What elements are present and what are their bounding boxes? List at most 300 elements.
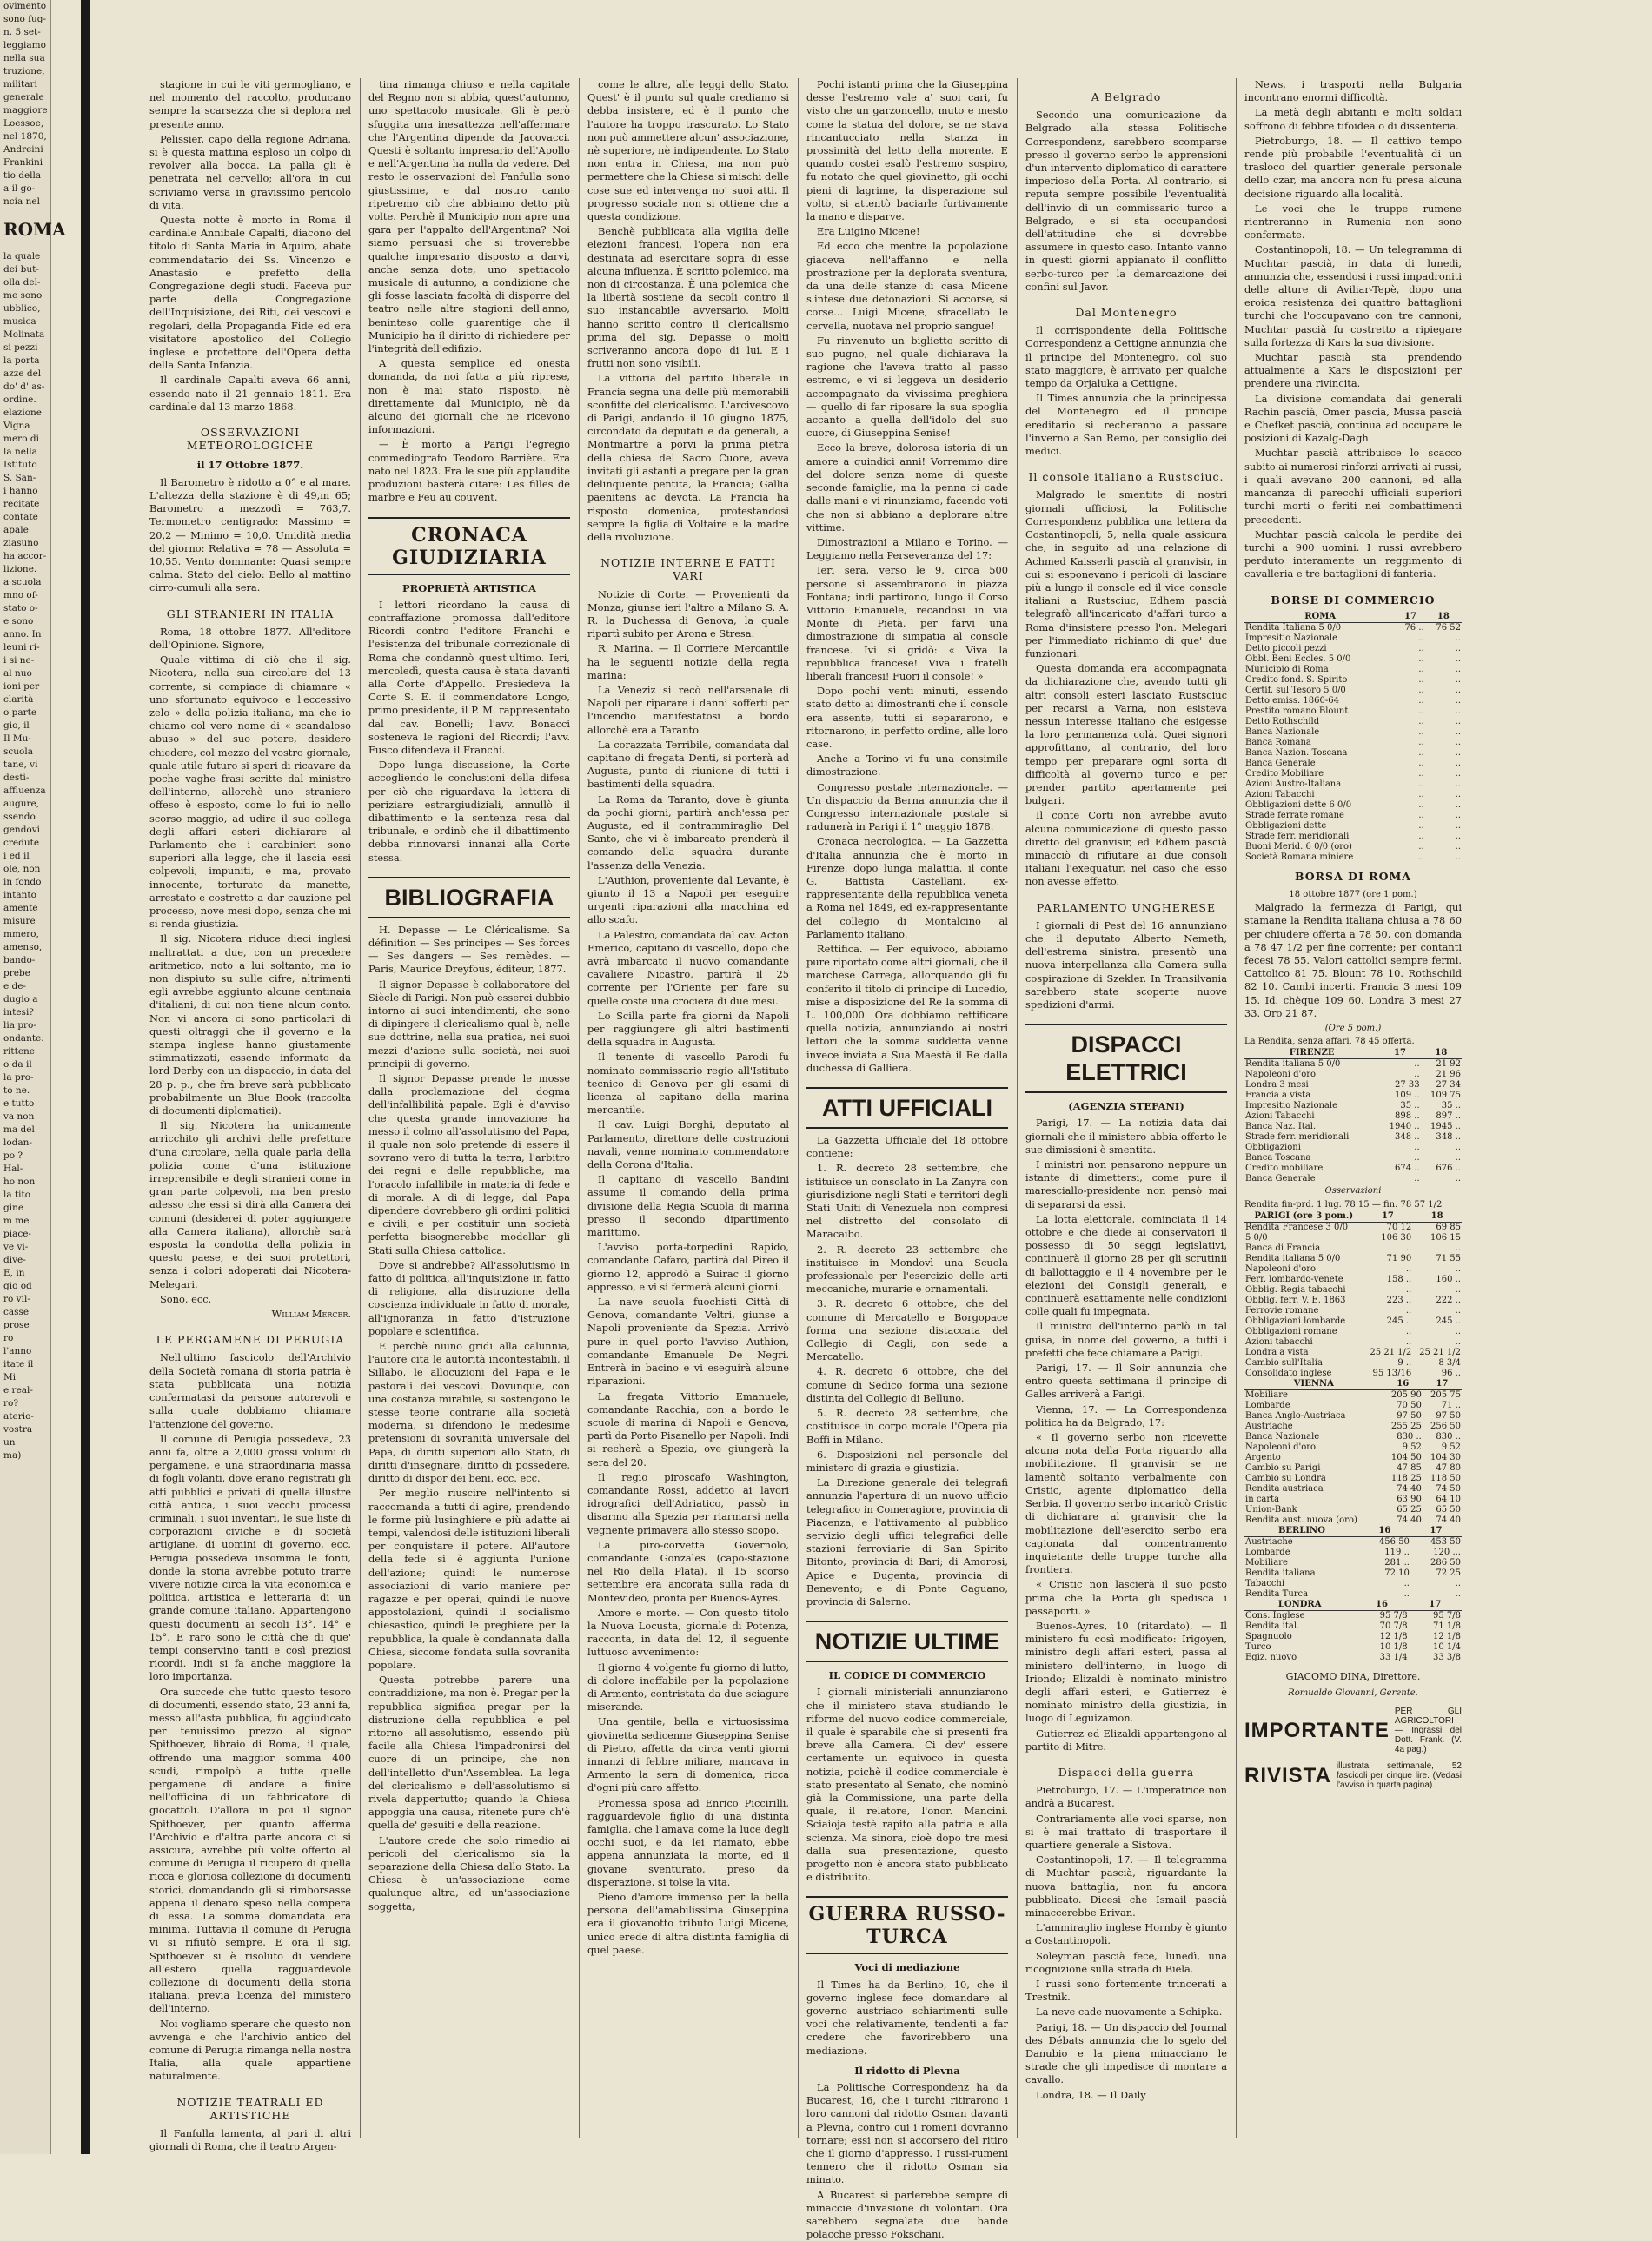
left-strip-fragment: tio della bbox=[3, 170, 42, 181]
table-cell: Mobiliare bbox=[1245, 1557, 1288, 1568]
left-strip-fragment: casse bbox=[3, 1307, 30, 1317]
table-cell: Rendita italiana bbox=[1245, 1568, 1316, 1578]
table-header-row bbox=[1244, 1526, 1462, 1537]
table-cell: .. bbox=[1405, 1336, 1412, 1347]
table-cell: 21 92 bbox=[1436, 1059, 1461, 1070]
table-row bbox=[1244, 1080, 1462, 1091]
table-cell: Obbligazioni romane bbox=[1245, 1326, 1337, 1336]
table-cell: Banca Generale bbox=[1245, 758, 1316, 768]
article-paragraph: Fu rinvenuto un biglietto scritto di suo pugno, nel quale dichiarava la ragione che l'aveva tratto al passo estremo, e vi si leggeva un desiderio accompagnato da vivissima preghiera — quello di far riposare la sua spoglia accanto a quella dell'idolo del suo cuore, di Giuseppina Senise! bbox=[806, 334, 1008, 440]
table-header-row bbox=[1244, 1600, 1462, 1611]
left-strip-fragment: ovimento bbox=[3, 1, 47, 11]
table-cell: .. bbox=[1455, 1263, 1461, 1274]
table-cell: 120 ... bbox=[1433, 1547, 1461, 1557]
table-header-cell: 17 bbox=[1363, 1211, 1413, 1223]
table-cell: 9 52 bbox=[1441, 1442, 1461, 1452]
section-heading: Dal Montenegro bbox=[1075, 306, 1178, 320]
page-gutter bbox=[81, 0, 90, 2154]
left-strip-fragment: ubblico, bbox=[3, 303, 41, 314]
article-paragraph: Anche a Torino vi fu una consimile dimostrazione. bbox=[806, 753, 1008, 779]
table-cell: Napoleoni d'oro bbox=[1245, 1442, 1317, 1452]
article-paragraph: 4. R. decreto 6 ottobre, che del comune di Sedico forma una sezione distinta del Collegio di Belluno. bbox=[806, 1365, 1008, 1404]
table-cell: 33 1/4 bbox=[1379, 1652, 1408, 1662]
table-cell: Ferr. lombardo-venete bbox=[1245, 1274, 1343, 1284]
table-row bbox=[1244, 1579, 1462, 1589]
article-paragraph: Questa domanda era accompagnata da dichiarazione che, avendo tutti gli altri consoli esteri lasciato Rustsciuc per recarsi a Varna, non esisteva nessun interesse italiano che esigesse la loro permanenza colà. Quei signori approfittano, al contrario, del loro tempo per preparare ogni sorta di difficoltà al governo turco e per prender partito apertamente pei bulgari. bbox=[1025, 662, 1227, 807]
table-cell: Lombarde bbox=[1245, 1547, 1290, 1557]
article-paragraph: Soleyman pascià fece, lunedì, una ricognizione sulla strada di Biela. bbox=[1025, 1949, 1227, 1975]
article-paragraph: Era Luigino Micene! bbox=[817, 225, 920, 238]
table-row bbox=[1244, 1111, 1462, 1122]
table-cell: 348 .. bbox=[1436, 1132, 1461, 1143]
table-cell: .. bbox=[1418, 831, 1424, 841]
table-row bbox=[1244, 1264, 1462, 1275]
article-paragraph: Ora succede che tutto questo tesoro di documenti, essendo stato, 23 anni fa, messo all'asta pubblica, fu aggiudicato per tenuissimo prezzo al signor Spithoever, libraio di Roma, il quale, offrendo una maggior somma 400 scudi, rimpolpò a tutte quelle pergamene di andare a finire nell'officina di un fabbricatore di giocattoli. D'allora in poi il signor Spithoever, per quanto afferma l'Archivio e d'altra parte ancora ci si assicura, avrebbe più volte offerto al comune di Perugia il ricupero di quella ricca e gloriosa collezione di documenti storici, domandando gli si rimborsasse appena il denaro speso nella compera di essa. La somma domandata era minima. Tuttavia il comune di Perugia vi si rifiutò sempre. E ora il sig. Spithoever si è risoluto di vendere all'estero quella ragguardevole collezione di documenti della storia italiana, previa licenza del ministero dell'interno. bbox=[149, 1685, 351, 2015]
table-cell: Argento bbox=[1245, 1452, 1281, 1462]
table-row bbox=[1244, 654, 1462, 665]
article-paragraph: Il sig. Nicotera riduce dieci inglesi maltrattati a due, con un precedere aritmetico, noto a lui soltanto, ma io non dispiuto su sulle cifre, altrimenti egli avrebbe aggiunto alcune centinaia d'italiani, di cui non tiene alcun conto. Non vi ancora ci sono particolari di questi oltraggi che il governo e la stampa inglese hanno giustamente stimmatizzati, essendo informato da lord Derby con un dispaccio, in data del 28 p. p., che fra breve sarà pubblicato probabilmente un Blue Book (raccolta di documenti diplomatici). bbox=[149, 932, 351, 1117]
left-strip-fragment: amente bbox=[3, 903, 38, 913]
left-strip-fragment: do' d' as- bbox=[3, 381, 45, 392]
article-paragraph: Buenos-Ayres, 10 (ritardato). — Il ministero fu così modificato: Irigoyen, ministro degli affari esteri, passa al ministero dell'interno, in luogo di Iriondo; Elizaldi è nominato ministro degli affari esteri, e Gutierrez è nominato ministro della giustizia, in luogo di Leguizamon. bbox=[1025, 1619, 1227, 1725]
table-cell: 119 .. bbox=[1384, 1547, 1410, 1557]
left-strip-fragment: E, in bbox=[3, 1268, 25, 1278]
left-strip-fragment: ioni per bbox=[3, 681, 40, 692]
article-paragraph: Benchè pubblicata alla vigilia delle elezioni francesi, l'opera non era destinata ad esercitare sopra di esse alcuna influenza. È scritto polemico, ma non di circostanza. È una polemica che la libertà sostiene da secoli contro il suo instancabile avversario. Molti hanno scritto contro il clericalismo prima del sig. Depasse o molti scriveranno ancora dopo di lui. E i frutti non sono visibili. bbox=[587, 225, 789, 370]
left-strip-fragment: la tito bbox=[3, 1190, 31, 1200]
left-strip-fragment: ro bbox=[3, 1333, 14, 1343]
article-paragraph: Ieri sera, verso le 9, circa 500 persone si assembrarono in piazza Fontana; indi partirono, lungo il Corso Vittorio Emanuele, recandosi in via Monte di Pietà, per farvi una dimostrazione di simpatia al console francese. Ivi si gridò: « Viva la repubblica francese! Viva i fratelli liberali francesi! Fuori il console! » bbox=[806, 564, 1008, 682]
section-heading: NOTIZIE INTERNE E FATTI VARI bbox=[600, 556, 776, 583]
table-cell: 21 96 bbox=[1436, 1070, 1461, 1080]
article-paragraph: Per meglio riuscire nell'intento si raccomanda a tutti di agire, prendendo le forme più lusinghiere e più adatte ai tempi, valendosi delle istituzioni liberali per conquistare il potere. All'autore della fede si è aggiunta l'unione dell'azione; quindi le numerose associazioni di vario maniere per ragazze e per operai, quindi le nuove appostolazioni, quindi il socialismo chiesastico, quindi le preghiere per la repubblica, la quale è condannata dalla Chiesa, siccome fondata sulla sovranità popolare. bbox=[368, 1487, 570, 1671]
article-paragraph: E perchè niuno gridi alla calunnia, l'autore cita le autorità incontestabili, il Sillabo, le allocuzioni del Papa e le pastorali dei vescovi. Dovunque, con una costanza mirabile, si sostengono le stesse teorie contrarie alla società moderna, si difendono le medesime pretensioni di sovranità universale del Papa, di diritti superiori allo Stato, di diritti d'insegnare, diritto di possedere, diritto di dispor dei beni, ecc. ecc. bbox=[368, 1340, 570, 1485]
table-cell: 118 25 bbox=[1390, 1473, 1422, 1483]
table-cell: 453 50 bbox=[1430, 1536, 1461, 1547]
table-cell: .. bbox=[1455, 1143, 1461, 1153]
article-paragraph: La Gazzetta Ufficiale del 18 ottobre contiene: bbox=[806, 1134, 1008, 1160]
left-strip-fragment: tane, vi bbox=[3, 759, 38, 770]
article-paragraph: « Cristic non lascierà il suo posto prima che la Porta gli spedisca i passaporti. » bbox=[1025, 1578, 1227, 1617]
article-paragraph: Il Times ha da Berlino, 10, che il governo inglese fece domandare al governo austriaco schiarimenti sulle voci che relativamente, tendenti a far credere che favorirebbero una mediazione. bbox=[806, 1978, 1008, 2057]
table-cell: Rendita ital. bbox=[1245, 1621, 1300, 1631]
article-paragraph: Il Fanfulla lamenta, al pari di altri giornali di Roma, che il teatro Argen- bbox=[149, 2127, 351, 2153]
table-cell: .. bbox=[1414, 1153, 1420, 1164]
left-strip-fragment: lodan- bbox=[3, 1137, 32, 1148]
article-paragraph: I giornali ministeriali annunziarono che il ministero stava studiando le riforme del nuovo codice commerciale, il quale è sparabile che si presenti fra breve alla Camera. Ci dev' essere certamente un equivoco in questa notizia, poichè il codice commerciale è stato presentato al Senato, che nominò già la Commissione, una parte della quale, il relatore, l'onor. Mancini. Sciaioja testè rapito alla patria e alla scienza. Ma sinora, cioè dopo tre mesi dalla sua presentazione, questo progetto non è ancora stato pubblicato e distribuito. bbox=[806, 1686, 1008, 1884]
column-6 bbox=[1244, 78, 1462, 2146]
left-strip-fragment: e real- bbox=[3, 1385, 33, 1396]
article-paragraph: La lotta elettorale, cominciata il 14 ottobre e che diede ai conservatori il possesso di 50 seggi legislativi, continuerà il giorno 28 per gli scrutinii di ballottaggio e il 4 novembre per le elezioni dei Consigli generali, e continuerà esattamente nelle condizioni colle quali fu impegnata. bbox=[1025, 1212, 1227, 1318]
vienna-table bbox=[1244, 1379, 1462, 1526]
article-paragraph: I giornali di Pest del 16 annunziano che il deputato Alberto Nemeth, dell'estrema sinistra, presentò una nuova interpellanza alla Camera sulla cospirazione di Szekler. In Transilvania sarebbero state scoperte nuove spedizioni d'armi. bbox=[1025, 918, 1227, 1011]
table-cell: .. bbox=[1455, 674, 1461, 685]
table-cell: .. bbox=[1455, 1305, 1461, 1316]
article-paragraph: Londra, 18. — Il Daily bbox=[1036, 2088, 1146, 2101]
table-row bbox=[1244, 852, 1462, 863]
table-row bbox=[1244, 1358, 1462, 1369]
table-row bbox=[1244, 800, 1462, 811]
table-cell: 9 .. bbox=[1397, 1357, 1412, 1368]
table-cell: Obbligazioni dette 6 0/0 bbox=[1245, 799, 1352, 810]
table-cell: Detto piccoli pezzi bbox=[1245, 643, 1327, 653]
table-cell: 898 .. bbox=[1395, 1111, 1420, 1122]
table-cell: in carta bbox=[1245, 1494, 1280, 1504]
left-strip-fragment: Vigna bbox=[3, 421, 30, 431]
table-row bbox=[1244, 1411, 1462, 1422]
table-cell: .. bbox=[1418, 789, 1424, 799]
article-paragraph: Amore e morte. — Con questo titolo la Nuova Locusta, giornale di Potenza, racconta, in data del 12, il seguente luttuoso avvenimento: bbox=[587, 1606, 789, 1659]
left-strip-fragment: e tutto bbox=[3, 1098, 35, 1109]
article-paragraph: Muchtar pascià calcola le perdite dei turchi a 900 uomini. I russi avrebbero perduto interamente un reggimento di cavalleria e tre battaglioni di fanteria. bbox=[1244, 527, 1462, 580]
table-header-cell: FIRENZE bbox=[1244, 1048, 1379, 1059]
table-cell: .. bbox=[1418, 695, 1424, 706]
table-row bbox=[1244, 1442, 1462, 1453]
article-paragraph: Questa potrebbe parere una contraddizione, ma non è. Pregar per la repubblica significa pregar per la distruzione della repubblica e pel ritorno all'assolutismo, essendo più facile alla Chiesa l'impadronirsi del cuore di un principe, che non dell'intelletto d'un'Assemblea. La lega del clericalismo e dell'assolutismo si rivela dappertutto; quando la Chiesa appoggia una causa, ritenete pure ch'è quella de' gesuiti e della reazione. bbox=[368, 1674, 570, 1832]
table-cell: .. bbox=[1455, 1336, 1461, 1347]
table-cell: 281 .. bbox=[1384, 1557, 1410, 1568]
table-cell: 69 85 bbox=[1436, 1222, 1461, 1232]
table-cell: 106 15 bbox=[1430, 1232, 1461, 1243]
article-paragraph: I russi sono fortemente trincerati a Trestnik. bbox=[1025, 1978, 1227, 2004]
table-cell: 74 50 bbox=[1436, 1483, 1461, 1494]
table-cell: .. bbox=[1455, 664, 1461, 674]
table-row bbox=[1244, 1536, 1462, 1548]
table-cell: Banca Nazion. Toscana bbox=[1245, 747, 1348, 758]
left-strip-fragment: dugio a bbox=[3, 994, 38, 1004]
table-cell: 76 52 bbox=[1436, 622, 1461, 633]
table-cell: 223 .. bbox=[1386, 1295, 1412, 1305]
table-row bbox=[1244, 696, 1462, 706]
article-paragraph: L'ammiraglio inglese Hornby è giunto a Costantinopoli. bbox=[1025, 1921, 1227, 1947]
left-strip-fragment: gio, il bbox=[3, 720, 30, 731]
left-strip-fragment: generale bbox=[3, 92, 44, 103]
table-row bbox=[1244, 821, 1462, 832]
left-strip-fragment: un bbox=[3, 1437, 16, 1448]
table-cell: 27 33 bbox=[1395, 1080, 1420, 1091]
borsa-close: La Rendita, senza affari, 78 45 offerta. bbox=[1244, 1037, 1415, 1047]
table-row bbox=[1244, 706, 1462, 717]
article-paragraph: La Roma da Taranto, dove è giunta da pochi giorni, partirà anch'essa per Augusta, ed il contrammiraglio Del Santo, che vi è imbarcato prenderà il comando della squadra durante l'assenza della Venezia. bbox=[587, 792, 789, 872]
table-cell: Union-Bank bbox=[1245, 1504, 1297, 1515]
left-strip-fragment: mmero, bbox=[3, 929, 39, 939]
table-cell: .. bbox=[1455, 768, 1461, 779]
table-header-cell: 18 bbox=[1425, 612, 1462, 623]
table-cell: Obbligazioni dette bbox=[1245, 820, 1327, 831]
section-heading: ATTI UFFICIALI bbox=[806, 1087, 1008, 1129]
table-cell: 95 13/16 bbox=[1372, 1368, 1412, 1378]
article-paragraph: La piro-corvetta Governolo, comandante Gonzales (capo-stazione nel Rio della Plata), il 15 scorso settembre era ancorata sulla rada di Montevideo, pronta per Buenos-Ayres. bbox=[587, 1538, 789, 1604]
article-paragraph: La neve cade nuovamente a Schipka. bbox=[1036, 2006, 1223, 2019]
left-strip-fragment: e sono bbox=[3, 616, 34, 627]
advert-importante-title: IMPORTANTE bbox=[1244, 1719, 1390, 1743]
table-cell: .. bbox=[1418, 747, 1424, 758]
table-row bbox=[1244, 622, 1462, 633]
table-cell: Rendita Italiana 5 0/0 bbox=[1245, 622, 1342, 633]
left-strip-fragment: S. San- bbox=[3, 473, 36, 483]
article-paragraph: Parigi, 17. — Il Soir annunzia che entro questa settimana il principe di Galles arriverà a Parigi. bbox=[1025, 1362, 1227, 1401]
subheading: IL CODICE DI COMMERCIO bbox=[828, 1669, 986, 1682]
left-strip-fragment: ordine. bbox=[3, 394, 36, 405]
left-strip-fragment: la nella bbox=[3, 447, 37, 457]
table-cell: Obbligazioni lombarde bbox=[1245, 1316, 1346, 1326]
column-rule bbox=[360, 78, 361, 2138]
table-cell: Banca Anglo-Austriaca bbox=[1245, 1410, 1346, 1421]
table-cell: 47 85 bbox=[1397, 1462, 1422, 1473]
table-cell: 10 1/8 bbox=[1379, 1641, 1408, 1652]
left-strip-fragment: mero di bbox=[3, 434, 39, 444]
table-header-cell: 17 bbox=[1396, 612, 1424, 623]
berlino-table bbox=[1244, 1526, 1462, 1600]
left-strip-fragment: intanto bbox=[3, 890, 36, 900]
table-cell: 76 .. bbox=[1404, 622, 1424, 633]
table-cell: 104 30 bbox=[1430, 1452, 1461, 1462]
table-cell: .. bbox=[1414, 1059, 1420, 1070]
left-strip-fragment: e de- bbox=[3, 981, 27, 991]
article-paragraph: Il comune di Perugia possedeva, 23 anni fa, oltre a 2,000 grossi volumi di pergamene, e una straordinaria massa di fogli volanti, dove erano registrati gli atti pubblici e privati di quella illustre città antica, i suoi vecchi processi criminali, i suoi inventari, le sue liste di corporazioni civiche e di società artigiane, di uomini di governo, ecc. Perugia possedeva insomma le fonti, donde la storia avrebbe potuto trarre vivere notizie circa la vita economica e politica, artistica e letteraria di un grande comune italiano. Appartengono questi documenti ai secoli 13°, 14° e 15°. E raro sono le città che di que' tempi conservino tanti e così preziosi ricordi. Indi si fa anche maggiore la loro importanza. bbox=[149, 1432, 351, 1683]
table-cell: Lombarde bbox=[1245, 1400, 1290, 1410]
table-cell: Strade ferrate romane bbox=[1245, 810, 1344, 820]
table-cell: .. bbox=[1418, 716, 1424, 726]
left-strip-fragment: ondante. bbox=[3, 1033, 44, 1044]
left-strip-fragment: piace- bbox=[3, 1229, 31, 1239]
table-row bbox=[1244, 1401, 1462, 1411]
left-strip-fragment: truzione, bbox=[3, 66, 45, 76]
column-rule bbox=[1236, 78, 1237, 2138]
left-strip-fragment: al nuo bbox=[3, 668, 32, 679]
article-paragraph: Il cav. Luigi Borghi, deputato al Parlamento, direttore delle costruzioni navali, venne nominato commendatore della Corona d'Italia. bbox=[587, 1118, 789, 1171]
table-row bbox=[1244, 1233, 1462, 1243]
article-paragraph: 6. Disposizioni nel personale del ministero di grazia e giustizia. bbox=[806, 1448, 1008, 1474]
article-paragraph: Promessa sposa ad Enrico Piccirilli, ragguardevole figlio di una distinta famiglia, che l'amava come la luce degli occhi suoi, e da lei riamato, ebbe appena annunziata la morte, ed il giovane sventurato, preso da disperazione, si tolse la vita. bbox=[587, 1796, 789, 1888]
left-strip-fragment: la porta bbox=[3, 355, 40, 366]
table-row bbox=[1244, 1621, 1462, 1632]
table-cell: 95 7/8 bbox=[1379, 1610, 1408, 1621]
article-paragraph: Una gentile, bella e virtuosissima giovinetta sedicenne Giuseppina Senise di Pietro, affetta da circa venti giorni innanzi di febbre miliare, mancava in Armento la sera di domenica, ricca d'ogni più caro affetto. bbox=[587, 1715, 789, 1794]
article-paragraph: Lo Scilla parte fra giorni da Napoli per raggiungere gli altri bastimenti della squadra in Augusta. bbox=[587, 1009, 789, 1049]
article-paragraph: L'Authion, proveniente dal Levante, è giunto il 13 a Napoli per eseguire urgenti riparazioni alla macchina ed allo scafo. bbox=[587, 873, 789, 926]
table-cell: 33 3/8 bbox=[1433, 1652, 1461, 1662]
left-strip-fragment: leggiamo bbox=[3, 40, 46, 50]
left-strip-fragment: gine bbox=[3, 1203, 24, 1213]
table-cell: .. bbox=[1455, 726, 1461, 737]
left-strip-fragment: ziasuno bbox=[3, 538, 39, 548]
left-strip-fragment: desti- bbox=[3, 772, 30, 783]
table-row bbox=[1244, 1432, 1462, 1442]
table-row bbox=[1244, 644, 1462, 654]
left-strip-fragment: i si ne- bbox=[3, 655, 35, 666]
table-cell: .. bbox=[1455, 1174, 1461, 1184]
table-row bbox=[1244, 1453, 1462, 1463]
table-row bbox=[1244, 1316, 1462, 1327]
table-row bbox=[1244, 1059, 1462, 1071]
article-paragraph: La Direzione generale dei telegrafi annunzia l'apertura di un nuovo ufficio telegrafico in Comeragiore, provincia di Piacenza, e l'attivamento al pubblico servizio degli uffici telegrafici delle stazioni ferroviarie di San Spirito Bitonto, provincia di Bari; di Amorosi, Apice e Dugenta, provincia di Benevento; e di Ponte Caguano, provincia di Salerno. bbox=[806, 1476, 1008, 1608]
table-cell: Rendita Turca bbox=[1245, 1588, 1309, 1599]
table-cell: Banca Nazionale bbox=[1245, 1431, 1320, 1442]
article-paragraph: Roma, 18 ottobre 1877. All'editore dell'Opinione. Signore, bbox=[149, 625, 351, 651]
table-row bbox=[1244, 1463, 1462, 1474]
article-paragraph: R. Marina. — Il Corriere Mercantile ha le seguenti notizie della regia marina: bbox=[587, 642, 789, 681]
table-row bbox=[1244, 727, 1462, 738]
table-cell: 25 21 1/2 bbox=[1370, 1347, 1412, 1357]
left-strip-fragment: prose bbox=[3, 1320, 30, 1330]
left-strip-fragment: prebe bbox=[3, 968, 30, 978]
table-header-cell: 16 bbox=[1383, 1379, 1423, 1390]
table-cell: .. bbox=[1455, 852, 1461, 862]
left-strip-fragment: Frankini bbox=[3, 157, 43, 168]
gerente: Romualdo Giovanni, Gerente. bbox=[1288, 1687, 1418, 1698]
article-paragraph: Secondo una comunicazione da Belgrado alla stessa Politische Correspondenz, sarebbero scomparse presso il governo serbo le apprensioni d'un intervento diplomatico di carattere imperioso della Porta. Al contrario, si reputa sempre possibile l'eventualità dell'invio di un commissario turco a Belgrado, e si sta occupandosi dell'attitudine che si dovrebbe assumere in questo caso. Intanto vanno in questi giorni appianato il conflitto serbo-turco per la demarcazione dei confini sul Javor. bbox=[1025, 109, 1227, 293]
article-paragraph: « Il governo serbo non ricevette alcuna nota della Porta riguardo alla mobilitazione. Il granvisir se ne lamentò soltanto verbalmente con Cristic, agente diplomatico della Serbia. Il governo serbo incaricò Cristic di dichiarare al granvisir che la mobilitazione dell'esercito serbo era cagionata dal concentramento inquietante delle truppe turche alla frontiera. bbox=[1025, 1431, 1227, 1576]
table-cell: Società Romana miniere bbox=[1245, 852, 1354, 862]
table-row bbox=[1244, 769, 1462, 779]
table-cell: 160 .. bbox=[1436, 1274, 1461, 1284]
article-paragraph: La vittoria del partito liberale in Francia segna una delle più memorabili sconfitte del clericalismo. L'arcivescovo di Parigi, andando il 10 giugno 1875, circondato da deputati e da generali, a Montmartre a porvi la prima pietra della chiesa del Sacro Cuore, aveva invitati gli astanti a pregare per la gran delinquente pentita, la Francia; Gallia paenitens ac devota. La Francia ha risposto domenica, protestandosi sempre la figlia di Voltaire e la madre della rivoluzione. bbox=[587, 372, 789, 543]
table-cell: 12 1/8 bbox=[1379, 1631, 1408, 1641]
table-cell: .. bbox=[1418, 737, 1424, 747]
table-row bbox=[1244, 779, 1462, 790]
table-header-cell: LONDRA bbox=[1244, 1600, 1355, 1611]
table-cell: .. bbox=[1455, 633, 1461, 643]
table-cell: .. bbox=[1418, 674, 1424, 685]
table-row bbox=[1244, 1348, 1462, 1358]
article-paragraph: Quale vittima di ciò che il sig. Nicotera, nella sua circolare del 13 corrente, si compiace di chiamare « uno sfortunato equivoco e l'eccessivo zelo » della polizia italiana, ma che io chiamo col vero nome di « scandaloso abuso » del suo potere, desidero chiedere, col mezzo del vostro giornale, quale utile futuro si speri di ricavare da poche vaghe frasi scritte dal ministro dell'interno, allorchè uno straniero offeso è esposto, come lo fui io nello scorso maggio, ad udire il suo collega degli affari esteri dichiarare al Parlamento che i carabinieri sono superiori alla legge, che il lascia essi colpevoli, impuniti, e ma, provato innocente, torturato da manette, arrestato e costretto a dar cauzione pel processo, nove mesi dopo, senza che mi si renda giustizia. bbox=[149, 653, 351, 931]
column-rule bbox=[798, 78, 799, 2138]
table-header-cell: 18 bbox=[1412, 1211, 1462, 1223]
table-cell: Napoleoni d'oro bbox=[1245, 1263, 1317, 1274]
left-strip-fragment: elazione bbox=[3, 408, 43, 418]
article-paragraph: Gutierrez ed Elizaldi appartengono al partito di Mitre. bbox=[1025, 1727, 1227, 1753]
article-paragraph: Malgrado le smentite di nostri giornali ufficiosi, la Politische Correspondenz pubblica una lettera da Costantinopoli, 5, nella quale assicura che, in seguito ad una relazione di Achmed Kaisserli pascià al granvisir, in cui si esponevano i pericoli di lasciare più a lungo il console ed il vice console italiani a Rustsciuc, Edhem pascià telegrafò all'incaricato d'affari turco a Roma d'insistere presso l'on. Melegari per l'immediato richiamo di que' due funzionari. bbox=[1025, 488, 1227, 660]
table-header-row bbox=[1244, 1379, 1462, 1390]
table-cell: .. bbox=[1455, 706, 1461, 716]
left-strip-fragment: scuola bbox=[3, 746, 33, 757]
left-strip-fragment: Mi bbox=[3, 1372, 17, 1382]
table-row bbox=[1244, 686, 1462, 696]
article-paragraph: Il Barometro è ridotto a 0° e al mare. L'altezza della stazione è di 49,m 65; Barometro a mezzodì = 763,7. Termometro centigrado: Massimo = 20,2 — Minimo = 10,0. Umidità media del giorno: Relativa = 78 — Assoluta = 10,55. Vento dominante: Quasi sempre calma. Stato del cielo: Bello al mattino cirro-cumuli alla sera. bbox=[149, 475, 351, 594]
table-cell: .. bbox=[1418, 706, 1424, 716]
article-paragraph: Costantinopoli, 18. — Un telegramma di Muchtar pascià, in data di lunedì, annunzia che, essendosi i russi impadroniti delle alture di Aviliar-Tepè, dopo una eroica resistenza dei quattro battaglioni turchi che l'occupavano con tre cannoni, Muchtar pascià fu costretto a ripiegare sulla fortezza di Kars la sua divisione. bbox=[1244, 243, 1462, 348]
subheading: Voci di mediazione bbox=[854, 1961, 960, 1974]
left-strip-fragment: musica bbox=[3, 316, 36, 327]
article-paragraph: Costantinopoli, 17. — Il telegramma di Muchtar pascià, riguardante la nuova battaglia, non fu ancora pubblicato. Dicesi che Ismail pascià minaccerebbe Erivan. bbox=[1025, 1853, 1227, 1919]
table-cell: .. bbox=[1455, 1588, 1461, 1599]
left-strip-fragment: augure, bbox=[3, 799, 40, 809]
left-strip-fragment: po ? bbox=[3, 1150, 23, 1161]
table-cell: Obbligazioni bbox=[1245, 1143, 1301, 1153]
director: GIACOMO DINA, Direttore. bbox=[1244, 1667, 1462, 1683]
table-row bbox=[1244, 790, 1462, 800]
left-strip-fragment: ha accor- bbox=[3, 551, 47, 561]
table-cell: Azioni Tabacchi bbox=[1245, 1111, 1315, 1122]
left-strip-fragment: in fondo bbox=[3, 877, 42, 887]
left-strip-fragment: me sono bbox=[3, 290, 43, 301]
article-paragraph: Notizie di Corte. — Provenienti da Monza, giunse ieri l'altro a Milano S. A. R. la Duchessa di Genova, la quale ripartì subito per Arona e Stresa. bbox=[587, 587, 789, 640]
section-heading: LE PERGAMENE DI PERUGIA bbox=[156, 1333, 345, 1347]
table-cell: 106 30 bbox=[1381, 1232, 1412, 1243]
table-cell: .. bbox=[1455, 779, 1461, 789]
table-cell: 71 55 bbox=[1436, 1253, 1461, 1263]
table-cell: 109 75 bbox=[1430, 1091, 1461, 1101]
table-cell: .. bbox=[1455, 716, 1461, 726]
table-cell: .. bbox=[1418, 810, 1424, 820]
table-row bbox=[1244, 1568, 1462, 1579]
table-row bbox=[1244, 1495, 1462, 1505]
table-cell: .. bbox=[1418, 799, 1424, 810]
table-cell: Rendita italiana 5 0/0 bbox=[1245, 1253, 1341, 1263]
section-heading: PARLAMENTO UNGHERESE bbox=[1036, 900, 1217, 914]
table-row bbox=[1244, 842, 1462, 852]
table-row bbox=[1244, 1164, 1462, 1174]
table-cell: 70 7/8 bbox=[1379, 1621, 1408, 1631]
table-cell: .. bbox=[1455, 685, 1461, 695]
table-cell: Cons. Inglese bbox=[1245, 1610, 1305, 1621]
table-cell: Impresitio Nazionale bbox=[1245, 1101, 1337, 1111]
table-cell: Detto emiss. 1860-64 bbox=[1245, 695, 1339, 706]
table-cell: .. bbox=[1455, 643, 1461, 653]
left-strip-fragment: apale bbox=[3, 525, 29, 535]
subheading: il 17 Ottobre 1877. bbox=[196, 459, 304, 472]
table-row bbox=[1244, 1275, 1462, 1285]
table-cell: 897 .. bbox=[1436, 1111, 1461, 1122]
table-row bbox=[1244, 1091, 1462, 1101]
table-cell: .. bbox=[1455, 747, 1461, 758]
left-strip-fragment: nel 1870, bbox=[3, 131, 47, 142]
left-strip-fragment: misure bbox=[3, 916, 36, 926]
table-cell: 8 3/4 bbox=[1438, 1357, 1461, 1368]
table-cell: 12 1/8 bbox=[1433, 1631, 1461, 1641]
table-cell: 35 .. bbox=[1400, 1101, 1420, 1111]
left-strip-fragment: Andreini bbox=[3, 144, 43, 155]
table-header-cell: 17 bbox=[1409, 1600, 1462, 1611]
table-cell: .. bbox=[1455, 799, 1461, 810]
table-cell: 64 10 bbox=[1436, 1494, 1461, 1504]
table-cell: .. bbox=[1418, 852, 1424, 862]
table-cell: Rendita italiana 5 0/0 bbox=[1245, 1059, 1341, 1070]
article-paragraph: Dopo lunga discussione, la Corte accogliendo le conclusioni della difesa per ciò che riguardava la lettera di periziare estrargiudiziali, annullò il dibattimento e la sentenza resa dal tribunale, e ordinò che il dibattimento debba rinnovarsi innanzi alla Corte stessa. bbox=[368, 759, 570, 864]
table-cell: .. bbox=[1418, 664, 1424, 674]
left-strip-fragment: ro? bbox=[3, 1398, 18, 1409]
article-paragraph: La metà degli abitanti e molti soldati soffrono di febbre tifoidea o di dissenteria. bbox=[1244, 106, 1462, 132]
left-strip-fragment: credute bbox=[3, 838, 40, 848]
table-cell: .. bbox=[1455, 789, 1461, 799]
article-paragraph: Rettifica. — Per equivoco, abbiamo pure riportato come altri giornali, che il marchese Carrega, allorquando gli fu conferito il titolo di principe di Lucedio, mise a disposizione del Re la somma di L. 100,000. Ora dobbiamo rettificare quella notizia, annunziando ai nostri lettori che la somma suddetta venne invece inviata a Sua Maestà il Re dalla duchessa di Galliera. bbox=[806, 943, 1008, 1074]
left-strip-fragment: ho non bbox=[3, 1177, 36, 1187]
table-cell: 245 .. bbox=[1386, 1316, 1412, 1326]
table-row bbox=[1244, 1132, 1462, 1143]
table-cell: Rendita austriaca bbox=[1245, 1483, 1324, 1494]
table-row bbox=[1244, 1484, 1462, 1495]
section-heading: NOTIZIE ULTIME bbox=[806, 1621, 1008, 1662]
left-strip-fragment: leuni ri- bbox=[3, 642, 40, 653]
table-cell: Rendita Francese 3 0/0 bbox=[1245, 1222, 1349, 1232]
table-cell: Londra a vista bbox=[1245, 1347, 1309, 1357]
left-strip-fragment: Hal- bbox=[3, 1164, 23, 1174]
borsa-text: Malgrado la fermezza di Parigi, qui stamane la Rendita italiana chiusa a 78 60 per chiudere offerta a 78 50, con domanda a 78 47 1/2 per fine corrente; per contanti fecesi 78 55. Valori cattolici sempre fermi. Cattolico 81 75. Blount 78 10. Rothschild 82 10. Cambi incerti. Francia 3 mesi 109 15. Id. chèque 109 60. Londra 3 mesi 27 33. Oro 21 87. bbox=[1244, 901, 1462, 1019]
table-cell: Azioni Austro-Italiana bbox=[1245, 779, 1342, 789]
article-paragraph: Dimostrazioni a Milano e Torino. — Leggiamo nella Perseveranza del 17: bbox=[806, 535, 1008, 562]
table-cell: .. bbox=[1418, 841, 1424, 852]
left-strip-fragment: azze del bbox=[3, 368, 42, 379]
table-cell: 830 .. bbox=[1436, 1431, 1461, 1442]
table-cell: .. bbox=[1414, 1174, 1420, 1184]
advert-importante-text: PER GLI AGRICOLTORI — Ingrassi del Dott. Frank. (V. 4a pag.) bbox=[1394, 1707, 1462, 1755]
left-strip-fragment: anno. In bbox=[3, 629, 42, 640]
table-cell: Ferrovie romane bbox=[1245, 1305, 1319, 1316]
table-cell: 25 21 1/2 bbox=[1419, 1347, 1461, 1357]
article-paragraph: Le voci che le truppe rumene rientreranno in Rumenia non sono confermate. bbox=[1244, 202, 1462, 242]
table-cell: 348 .. bbox=[1395, 1132, 1420, 1143]
